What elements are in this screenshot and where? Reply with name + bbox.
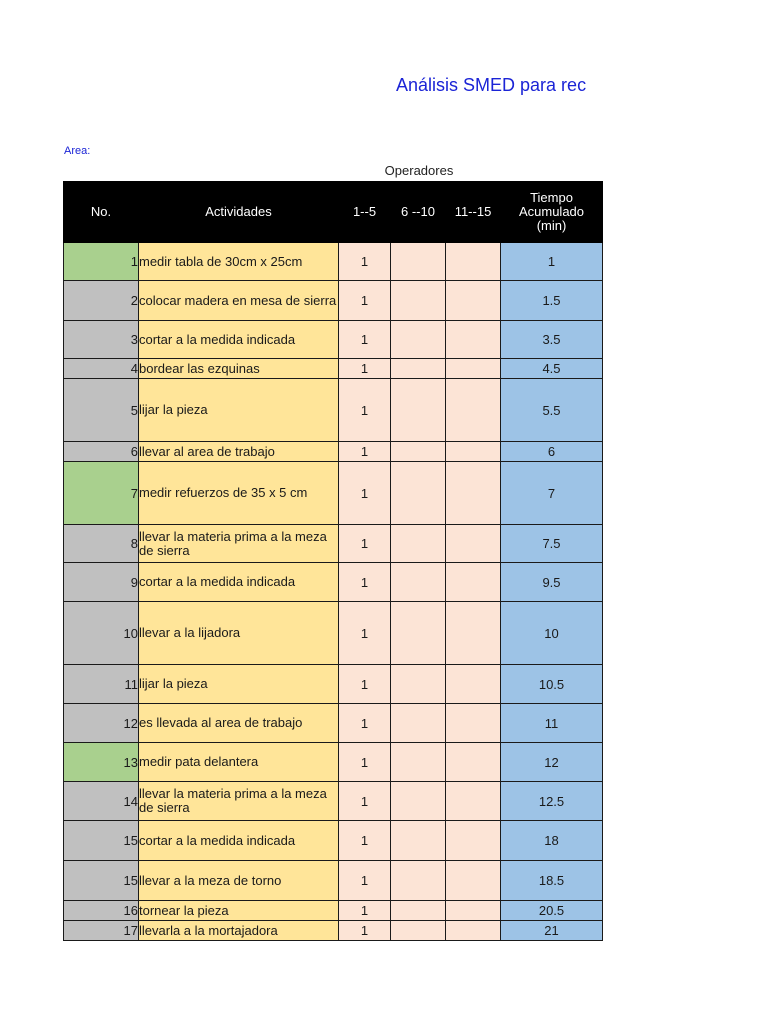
- activity-cell: medir pata delantera: [139, 743, 339, 782]
- table-row: [64, 462, 603, 525]
- operators-6-10-cell: [391, 359, 446, 379]
- operators-1-5-cell: 1: [339, 704, 391, 743]
- row-number: 5: [64, 379, 139, 442]
- operators-1-5-cell: 1: [339, 359, 391, 379]
- operators-1-5-cell: 1: [339, 243, 391, 281]
- activity-cell: llevar la materia prima a la meza de sierra: [139, 525, 339, 563]
- row-number: 2: [64, 281, 139, 321]
- header-no: No.: [64, 182, 139, 243]
- operators-11-15-cell: [446, 525, 501, 563]
- header-row: [64, 182, 603, 243]
- operators-6-10-cell: [391, 321, 446, 359]
- header-tiempo-line1: Tiempo: [530, 190, 573, 205]
- operators-11-15-cell: [446, 704, 501, 743]
- table-row: [64, 243, 603, 281]
- row-number: 7: [64, 462, 139, 525]
- header-operators-6-10: 6 --10: [391, 182, 446, 243]
- row-number: 12: [64, 704, 139, 743]
- operators-6-10-cell: [391, 821, 446, 861]
- table-row: [64, 442, 603, 462]
- operators-6-10-cell: [391, 743, 446, 782]
- operators-1-5-cell: 1: [339, 321, 391, 359]
- operators-1-5-cell: 1: [339, 602, 391, 665]
- table-row: [64, 665, 603, 704]
- tiempo-acumulado-cell: 1: [501, 243, 603, 281]
- activity-cell: cortar a la medida indicada: [139, 821, 339, 861]
- operators-6-10-cell: [391, 563, 446, 602]
- row-number: 15: [64, 821, 139, 861]
- header-operators-11-15: 11--15: [446, 182, 501, 243]
- table-row: [64, 525, 603, 563]
- header-tiempo-line3: (min): [536, 218, 567, 233]
- operators-6-10-cell: [391, 442, 446, 462]
- operators-6-10-cell: [391, 462, 446, 525]
- operators-1-5-cell: 1: [339, 743, 391, 782]
- row-number: 14: [64, 782, 139, 821]
- header-actividades: Actividades: [139, 182, 339, 243]
- operators-11-15-cell: [446, 379, 501, 442]
- operators-11-15-cell: [446, 821, 501, 861]
- tiempo-acumulado-cell: 21: [501, 921, 603, 941]
- operators-6-10-cell: [391, 704, 446, 743]
- row-number: 1: [64, 243, 139, 281]
- row-number: 11: [64, 665, 139, 704]
- operators-6-10-cell: [391, 861, 446, 901]
- operators-6-10-cell: [391, 525, 446, 563]
- tiempo-acumulado-cell: 7.5: [501, 525, 603, 563]
- operators-11-15-cell: [446, 321, 501, 359]
- tiempo-acumulado-cell: 11: [501, 704, 603, 743]
- operators-label: Operadores: [384, 163, 454, 178]
- tiempo-acumulado-cell: 12.5: [501, 782, 603, 821]
- row-number: 17: [64, 921, 139, 941]
- activity-cell: cortar a la medida indicada: [139, 563, 339, 602]
- tiempo-acumulado-cell: 10: [501, 602, 603, 665]
- row-number: 4: [64, 359, 139, 379]
- table-row: [64, 602, 603, 665]
- operators-11-15-cell: [446, 563, 501, 602]
- row-number: 10: [64, 602, 139, 665]
- activity-cell: llevar a la lijadora: [139, 602, 339, 665]
- table-row: [64, 704, 603, 743]
- row-number: 6: [64, 442, 139, 462]
- tiempo-acumulado-cell: 18.5: [501, 861, 603, 901]
- operators-6-10-cell: [391, 665, 446, 704]
- operators-1-5-cell: 1: [339, 462, 391, 525]
- table-row: [64, 321, 603, 359]
- activity-cell: llevar al area de trabajo: [139, 442, 339, 462]
- tiempo-acumulado-cell: 5.5: [501, 379, 603, 442]
- smed-table: [63, 181, 603, 941]
- tiempo-acumulado-cell: 3.5: [501, 321, 603, 359]
- operators-11-15-cell: [446, 665, 501, 704]
- row-number: 15: [64, 861, 139, 901]
- table-row: [64, 379, 603, 442]
- operators-11-15-cell: [446, 243, 501, 281]
- table-row: [64, 563, 603, 602]
- area-label: Area:: [64, 145, 91, 157]
- operators-1-5-cell: 1: [339, 665, 391, 704]
- table-row: [64, 359, 603, 379]
- tiempo-acumulado-cell: 20.5: [501, 901, 603, 921]
- table-row: [64, 743, 603, 782]
- tiempo-acumulado-cell: 4.5: [501, 359, 603, 379]
- activity-cell: cortar a la medida indicada: [139, 321, 339, 359]
- operators-6-10-cell: [391, 281, 446, 321]
- row-number: 13: [64, 743, 139, 782]
- table-row: [64, 861, 603, 901]
- operators-11-15-cell: [446, 281, 501, 321]
- row-number: 9: [64, 563, 139, 602]
- activity-cell: llevar la materia prima a la meza de sierra: [139, 782, 339, 821]
- row-number: 8: [64, 525, 139, 563]
- operators-1-5-cell: 1: [339, 861, 391, 901]
- operators-1-5-cell: 1: [339, 782, 391, 821]
- operators-6-10-cell: [391, 243, 446, 281]
- table-row: [64, 921, 603, 941]
- row-number: 16: [64, 901, 139, 921]
- tiempo-acumulado-cell: 18: [501, 821, 603, 861]
- document-title: Análisis SMED para rec: [396, 75, 587, 95]
- operators-1-5-cell: 1: [339, 921, 391, 941]
- tiempo-acumulado-cell: 12: [501, 743, 603, 782]
- tiempo-acumulado-cell: 1.5: [501, 281, 603, 321]
- activity-cell: medir refuerzos de 35 x 5 cm: [139, 462, 339, 525]
- operators-11-15-cell: [446, 359, 501, 379]
- operators-6-10-cell: [391, 921, 446, 941]
- header-tiempo-acumulado: [501, 182, 603, 243]
- operators-1-5-cell: 1: [339, 525, 391, 563]
- tiempo-acumulado-cell: 7: [501, 462, 603, 525]
- row-number: 3: [64, 321, 139, 359]
- operators-6-10-cell: [391, 901, 446, 921]
- activity-cell: medir tabla de 30cm x 25cm: [139, 243, 339, 281]
- activity-cell: llevarla a la mortajadora: [139, 921, 339, 941]
- activity-cell: lijar la pieza: [139, 665, 339, 704]
- operators-6-10-cell: [391, 602, 446, 665]
- table-row: [64, 821, 603, 861]
- operators-1-5-cell: 1: [339, 379, 391, 442]
- table-row: [64, 782, 603, 821]
- tiempo-acumulado-cell: 9.5: [501, 563, 603, 602]
- operators-1-5-cell: 1: [339, 901, 391, 921]
- activity-cell: tornear la pieza: [139, 901, 339, 921]
- operators-6-10-cell: [391, 782, 446, 821]
- operators-1-5-cell: 1: [339, 281, 391, 321]
- activity-cell: llevar a la meza de torno: [139, 861, 339, 901]
- operators-11-15-cell: [446, 921, 501, 941]
- tiempo-acumulado-cell: 10.5: [501, 665, 603, 704]
- header-operators-1-5: 1--5: [339, 182, 391, 243]
- activity-cell: es llevada al area de trabajo: [139, 704, 339, 743]
- operators-11-15-cell: [446, 743, 501, 782]
- activity-cell: colocar madera en mesa de sierra: [139, 281, 339, 321]
- table-row: [64, 901, 603, 921]
- operators-1-5-cell: 1: [339, 821, 391, 861]
- operators-11-15-cell: [446, 462, 501, 525]
- operators-11-15-cell: [446, 782, 501, 821]
- operators-11-15-cell: [446, 442, 501, 462]
- operators-11-15-cell: [446, 602, 501, 665]
- header-tiempo-line2: Acumulado: [518, 204, 585, 219]
- operators-6-10-cell: [391, 379, 446, 442]
- operators-1-5-cell: 1: [339, 563, 391, 602]
- operators-1-5-cell: 1: [339, 442, 391, 462]
- operators-11-15-cell: [446, 861, 501, 901]
- activity-cell: lijar la pieza: [139, 379, 339, 442]
- operators-11-15-cell: [446, 901, 501, 921]
- tiempo-acumulado-cell: 6: [501, 442, 603, 462]
- table-row: [64, 281, 603, 321]
- activity-cell: bordear las ezquinas: [139, 359, 339, 379]
